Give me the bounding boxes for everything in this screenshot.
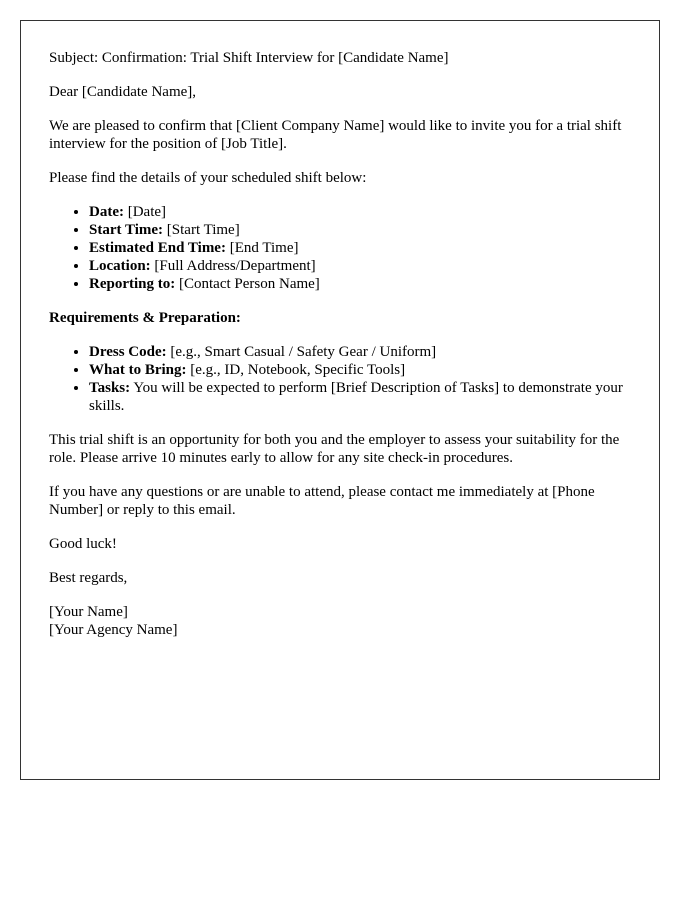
letter-page (20, 20, 660, 780)
subject-line: Subject: Confirmation: Trial Shift Interview for [Candidate Name] (49, 50, 449, 66)
signature-agency: [Your Agency Name] (49, 622, 178, 638)
detail-reporting-to (89, 275, 641, 293)
shift-details-list (49, 203, 641, 293)
requirements-heading: Requirements & Preparation: (49, 310, 241, 326)
requirements-list (49, 343, 641, 415)
requirement-label: Dress Code: (89, 344, 167, 360)
signature-name: [Your Name] (49, 604, 128, 620)
detail-value: [Full Address/Department] (150, 258, 316, 274)
details-intro: Please find the details of your scheduled shift below: (49, 170, 367, 186)
requirement-value: You will be expected to perform [Brief Description of Tasks] to demonstrate your skills. (89, 380, 623, 414)
requirement-dress-code (89, 343, 641, 361)
questions-paragraph: If you have any questions or are unable to attend, please contact me immediately at [Phone Number] or reply to this email. (49, 484, 595, 518)
detail-value: [Contact Person Name] (175, 276, 320, 292)
closing-line: Best regards, (49, 570, 128, 586)
intro-paragraph: We are pleased to confirm that [Client Company Name] would like to invite you for a trial shift interview for the position of [Job Title]. (49, 118, 622, 152)
opportunity-paragraph: This trial shift is an opportunity for both you and the employer to assess your suitability for the role. Please arrive 10 minutes early to allow for any site check-in procedures. (49, 432, 620, 466)
requirement-value: [e.g., ID, Notebook, Specific Tools] (186, 362, 406, 378)
detail-label: Location: (89, 258, 151, 274)
detail-value: [End Time] (225, 240, 299, 256)
detail-value: [Date] (123, 204, 167, 220)
detail-label: Reporting to: (89, 276, 176, 292)
good-luck-line: Good luck! (49, 536, 117, 552)
requirement-what-to-bring (89, 361, 641, 379)
detail-start-time (89, 221, 641, 239)
letter-body (49, 49, 641, 639)
requirement-label: Tasks: (89, 380, 131, 396)
requirement-label: What to Bring: (89, 362, 187, 378)
signature-block (49, 603, 641, 639)
detail-label: Start Time: (89, 222, 164, 238)
detail-location (89, 257, 641, 275)
detail-date (89, 203, 641, 221)
requirement-tasks (89, 379, 641, 415)
requirement-value: [e.g., Smart Casual / Safety Gear / Uniform] (166, 344, 437, 360)
detail-end-time (89, 239, 641, 257)
detail-label: Date: (89, 204, 124, 220)
greeting: Dear [Candidate Name], (49, 84, 197, 100)
detail-label: Estimated End Time: (89, 240, 226, 256)
detail-value: [Start Time] (163, 222, 240, 238)
